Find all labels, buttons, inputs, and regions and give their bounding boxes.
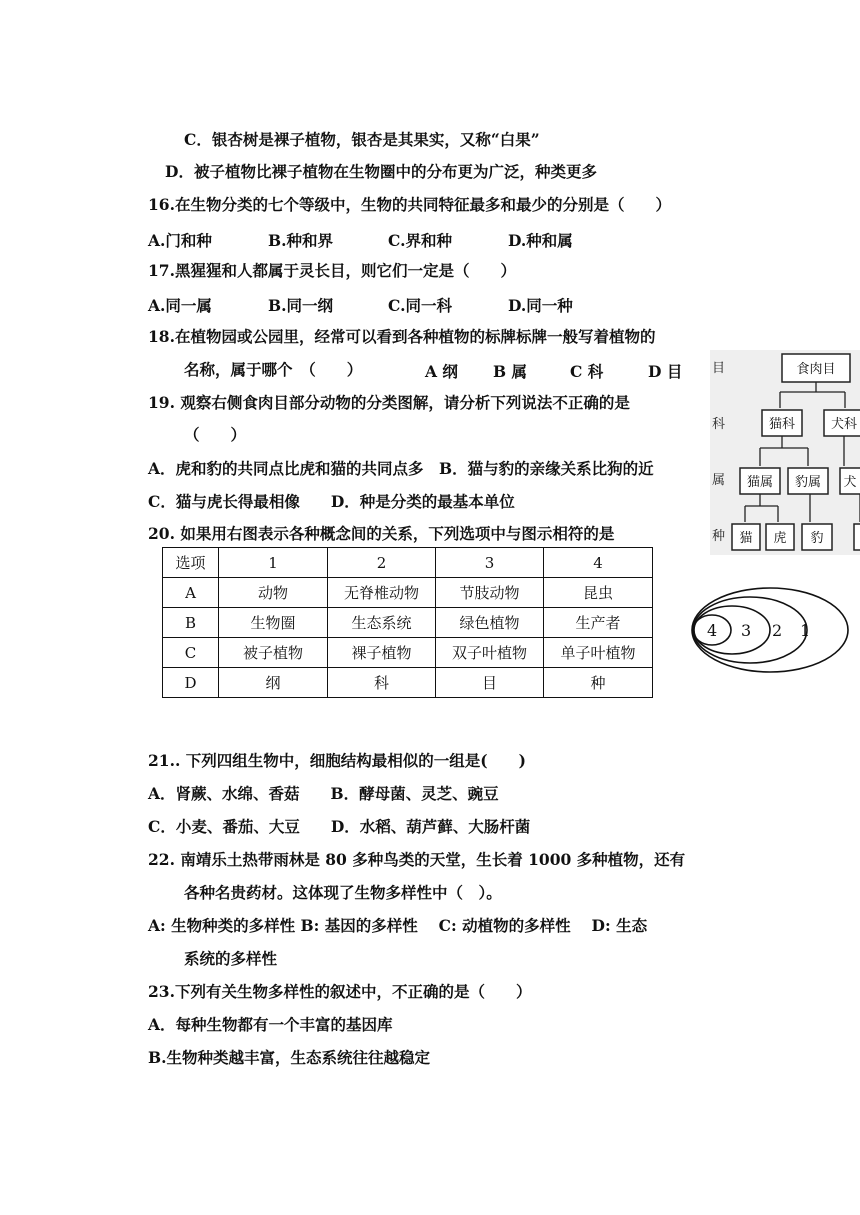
table-cell: 纲 xyxy=(219,668,328,698)
set-label: 1 xyxy=(800,621,811,640)
species-label: 猫 xyxy=(739,531,753,546)
table-cell: 双子叶植物 xyxy=(436,638,544,668)
table-cell: 节肢动物 xyxy=(436,578,544,608)
q17-option-d: D.同一种 xyxy=(508,296,573,315)
q19-options-cd: C．猫与虎长得最相像 D．种是分类的最基本单位 xyxy=(148,492,515,511)
q19-options-ab: A．虎和豹的共同点比虎和猫的共同点多 B．猫与豹的亲缘关系比狗的近 xyxy=(148,459,654,478)
q17-option-b: B.同一纲 xyxy=(268,296,333,315)
table-cell: 无脊椎动物 xyxy=(328,578,436,608)
question-20: 20. 如果用右图表示各种概念间的关系，下列选项中与图示相符的是 xyxy=(148,524,615,543)
q22-options-continued: 系统的多样性 xyxy=(184,949,278,968)
question-17: 17.黑猩猩和人都属于灵长目，则它们一定是（ ） xyxy=(148,261,516,280)
rank-label: 科 xyxy=(712,417,726,432)
table-cell: B xyxy=(163,608,219,638)
nested-sets-diagram xyxy=(688,580,860,684)
rank-label: 属 xyxy=(712,473,726,488)
q20-options-table xyxy=(162,547,653,698)
q18-option-a: A 纲 xyxy=(425,362,458,381)
q16-option-b: B.种和界 xyxy=(268,231,333,250)
q15-option-d: D．被子植物比裸子植物在生物圈中的分布更为广泛，种类更多 xyxy=(165,162,597,181)
table-header-cell: 选项 xyxy=(163,548,219,578)
table-cell: 生态系统 xyxy=(328,608,436,638)
table-cell: 被子植物 xyxy=(219,638,328,668)
table-row xyxy=(163,638,653,668)
table-cell: 生产者 xyxy=(544,608,653,638)
table-cell: 科 xyxy=(328,668,436,698)
table-cell: C xyxy=(163,638,219,668)
q18-option-c: C 科 xyxy=(570,362,604,381)
set-label: 3 xyxy=(741,621,752,640)
genus-label: 犬 xyxy=(843,475,857,490)
set-label: 4 xyxy=(707,621,718,640)
q16-option-c: C.界和种 xyxy=(388,231,452,250)
table-row xyxy=(163,608,653,638)
question-18-line1: 18.在植物园或公园里，经常可以看到各种植物的标牌标牌一般写着植物的 xyxy=(148,327,656,346)
question-22-line2: 各种名贵药材。这体现了生物多样性中（ ）。 xyxy=(184,883,502,902)
family-label: 猫科 xyxy=(768,417,796,432)
table-header-cell: 4 xyxy=(544,548,653,578)
table-cell: 动物 xyxy=(219,578,328,608)
q15-option-c: C．银杏树是裸子植物，银杏是其果实，又称“白果” xyxy=(184,130,540,149)
question-22-line1: 22. 南靖乐土热带雨林是 80 多种鸟类的天堂，生长着 1000 多种植物，还有 xyxy=(148,850,686,869)
q18-option-b: B 属 xyxy=(493,362,527,381)
q23-option-b: B.生物种类越丰富，生态系统往往越稳定 xyxy=(148,1048,430,1067)
table-header-cell: 3 xyxy=(436,548,544,578)
table-cell: 绿色植物 xyxy=(436,608,544,638)
table-cell: 种 xyxy=(544,668,653,698)
genus-label: 猫属 xyxy=(746,475,774,490)
table-cell: A xyxy=(163,578,219,608)
set-3-ellipse xyxy=(694,606,770,654)
question-19-line2: （ ） xyxy=(184,425,247,444)
q17-option-a: A.同一属 xyxy=(148,296,212,315)
family-label: 犬科 xyxy=(830,417,858,432)
set-label: 2 xyxy=(772,621,783,640)
q16-option-a: A.门和种 xyxy=(148,231,212,250)
table-cell: 单子叶植物 xyxy=(544,638,653,668)
question-19-line1: 19. 观察右侧食肉目部分动物的分类图解，请分析下列说法不正确的是 xyxy=(148,393,630,412)
species-box-partial xyxy=(854,524,860,550)
species-label: 虎 xyxy=(773,531,787,546)
rank-label: 目 xyxy=(712,361,726,376)
table-cell: 目 xyxy=(436,668,544,698)
question-16: 16.在生物分类的七个等级中，生物的共同特征最多和最少的分别是（ ） xyxy=(148,195,671,214)
table-cell: D xyxy=(163,668,219,698)
q17-option-c: C.同一科 xyxy=(388,296,452,315)
table-cell: 生物圈 xyxy=(219,608,328,638)
table-row xyxy=(163,668,653,698)
genus-label: 豹属 xyxy=(794,475,822,490)
question-21: 21.. 下列四组生物中，细胞结构最相似的一组是( ) xyxy=(148,751,526,770)
table-header-cell: 1 xyxy=(219,548,328,578)
order-label: 食肉目 xyxy=(796,362,836,377)
q23-option-a: A．每种生物都有一个丰富的基因库 xyxy=(148,1015,393,1034)
species-label: 豹 xyxy=(810,531,824,546)
taxonomy-diagram xyxy=(710,350,860,555)
q16-option-d: D.种和属 xyxy=(508,231,573,250)
table-header-cell: 2 xyxy=(328,548,436,578)
q21-options-cd: C．小麦、番茄、大豆 D．水稻、葫芦藓、大肠杆菌 xyxy=(148,817,531,836)
table-row xyxy=(163,578,653,608)
q22-options: A: 生物种类的多样性 B: 基因的多样性 C: 动植物的多样性 D: 生态 xyxy=(148,916,648,935)
table-cell: 裸子植物 xyxy=(328,638,436,668)
rank-label: 种 xyxy=(712,529,726,544)
q21-options-ab: A．肾蕨、水绵、香菇 B．酵母菌、灵芝、豌豆 xyxy=(148,784,499,803)
table-header-row xyxy=(163,548,653,578)
q18-option-d: D 目 xyxy=(648,362,683,381)
table-cell: 昆虫 xyxy=(544,578,653,608)
question-23: 23.下列有关生物多样性的叙述中，不正确的是（ ） xyxy=(148,982,532,1001)
question-18-line2: 名称，属于哪个 （ ） xyxy=(184,360,363,379)
